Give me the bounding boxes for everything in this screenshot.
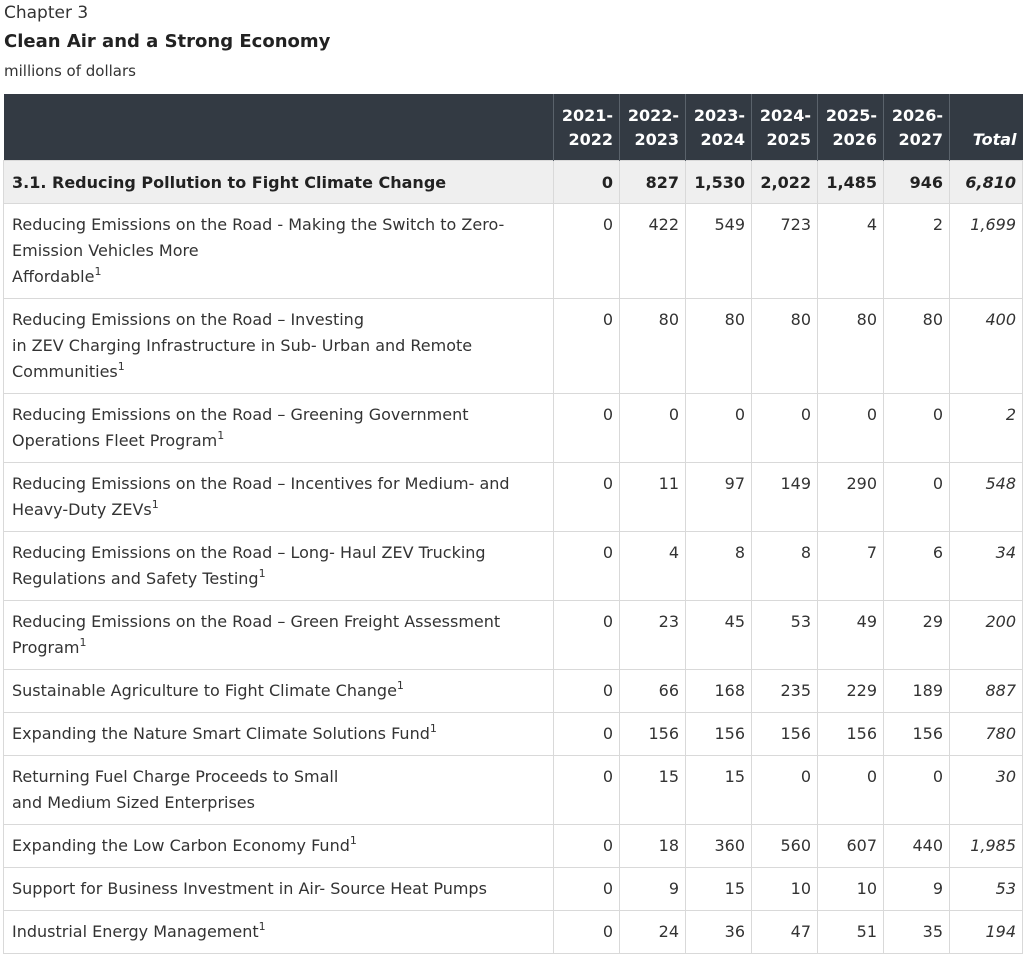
row-value: 66 bbox=[620, 670, 686, 713]
row-value: 23 bbox=[620, 601, 686, 670]
row-value: 15 bbox=[686, 756, 752, 825]
row-value: 0 bbox=[554, 601, 620, 670]
row-value: 15 bbox=[686, 868, 752, 911]
row-total: 194 bbox=[950, 911, 1023, 954]
section-value: 1,530 bbox=[686, 161, 752, 204]
table-row bbox=[4, 756, 1023, 825]
row-value: 0 bbox=[554, 394, 620, 463]
footnote-marker: 1 bbox=[349, 833, 357, 847]
row-value: 422 bbox=[620, 204, 686, 299]
row-value: 8 bbox=[686, 532, 752, 601]
row-value: 80 bbox=[620, 299, 686, 394]
description-line: Affordable bbox=[12, 267, 95, 286]
row-value: 0 bbox=[884, 394, 950, 463]
description-line: Reducing Emissions on the Road – Investing bbox=[12, 310, 364, 329]
row-total: 1,985 bbox=[950, 825, 1023, 868]
description-line: Program bbox=[12, 638, 80, 657]
header-year-part: 2023 bbox=[634, 130, 679, 149]
row-value: 4 bbox=[620, 532, 686, 601]
chapter-label: Chapter 3 bbox=[4, 3, 89, 23]
row-description bbox=[4, 299, 554, 394]
table-row bbox=[4, 463, 1023, 532]
footnote-marker: 1 bbox=[94, 264, 102, 278]
table-row bbox=[4, 532, 1023, 601]
row-value: 156 bbox=[620, 713, 686, 756]
footnote-marker: 1 bbox=[117, 359, 125, 373]
row-value: 0 bbox=[884, 756, 950, 825]
footnote-marker: 1 bbox=[258, 919, 266, 933]
row-value: 560 bbox=[752, 825, 818, 868]
header-year-part: 2021- bbox=[561, 106, 613, 125]
header-year-part: 2027 bbox=[898, 130, 943, 149]
row-value: 0 bbox=[554, 299, 620, 394]
row-value: 360 bbox=[686, 825, 752, 868]
footnote-marker: 1 bbox=[79, 635, 87, 649]
description-line: Expanding the Nature Smart Climate Solutions Fund bbox=[12, 724, 430, 743]
footnote-marker: 1 bbox=[429, 721, 437, 735]
row-value: 9 bbox=[884, 868, 950, 911]
row-value: 36 bbox=[686, 911, 752, 954]
table-row bbox=[4, 713, 1023, 756]
row-value: 156 bbox=[884, 713, 950, 756]
row-value: 0 bbox=[686, 394, 752, 463]
header-year-1 bbox=[554, 94, 620, 161]
row-value: 290 bbox=[818, 463, 884, 532]
row-value: 10 bbox=[818, 868, 884, 911]
header-total: Total bbox=[950, 94, 1023, 161]
row-value: 0 bbox=[554, 713, 620, 756]
header-year-part: 2024 bbox=[700, 130, 745, 149]
header-year-part: 2022 bbox=[568, 130, 613, 149]
description-line: Regulations and Safety Testing bbox=[12, 569, 259, 588]
section-row bbox=[4, 161, 1023, 204]
footnote-marker: 1 bbox=[258, 566, 266, 580]
row-description bbox=[4, 756, 554, 825]
row-value: 607 bbox=[818, 825, 884, 868]
section-value: 0 bbox=[554, 161, 620, 204]
header-year-part: 2026- bbox=[891, 106, 943, 125]
row-value: 97 bbox=[686, 463, 752, 532]
row-total: 200 bbox=[950, 601, 1023, 670]
row-description bbox=[4, 868, 554, 911]
footnote-marker: 1 bbox=[151, 497, 159, 511]
row-value: 51 bbox=[818, 911, 884, 954]
description-line: in ZEV Charging Infrastructure in Sub- Urban and Remote bbox=[12, 336, 473, 355]
row-value: 0 bbox=[554, 204, 620, 299]
row-description bbox=[4, 601, 554, 670]
row-value: 18 bbox=[620, 825, 686, 868]
header-year-4 bbox=[752, 94, 818, 161]
row-total: 30 bbox=[950, 756, 1023, 825]
row-value: 0 bbox=[818, 394, 884, 463]
table-row bbox=[4, 670, 1023, 713]
page-title: Clean Air and a Strong Economy bbox=[4, 31, 331, 52]
row-value: 0 bbox=[554, 670, 620, 713]
description-line: Emission Vehicles More bbox=[12, 241, 199, 260]
header-year-3 bbox=[686, 94, 752, 161]
row-value: 0 bbox=[818, 756, 884, 825]
table-body bbox=[4, 161, 1023, 954]
row-value: 29 bbox=[884, 601, 950, 670]
row-value: 0 bbox=[554, 868, 620, 911]
row-value: 47 bbox=[752, 911, 818, 954]
description-line: Expanding the Low Carbon Economy Fund bbox=[12, 836, 350, 855]
row-value: 0 bbox=[752, 756, 818, 825]
row-total: 34 bbox=[950, 532, 1023, 601]
footnote-marker: 1 bbox=[217, 428, 225, 442]
description-line: and Medium Sized Enterprises bbox=[12, 793, 255, 812]
description-line: Reducing Emissions on the Road – Incentives for Medium- and bbox=[12, 474, 510, 493]
section-label: 3.1. Reducing Pollution to Fight Climate Change bbox=[4, 161, 554, 204]
description-line: Communities bbox=[12, 362, 118, 381]
row-value: 0 bbox=[554, 911, 620, 954]
description-line: Reducing Emissions on the Road - Making the Switch to Zero- bbox=[12, 215, 505, 234]
description-line: Heavy-Duty ZEVs bbox=[12, 500, 152, 519]
row-value: 156 bbox=[686, 713, 752, 756]
table-row bbox=[4, 204, 1023, 299]
row-value: 4 bbox=[818, 204, 884, 299]
row-value: 11 bbox=[620, 463, 686, 532]
header-year-part: 2025 bbox=[766, 130, 811, 149]
row-value: 49 bbox=[818, 601, 884, 670]
section-value: 946 bbox=[884, 161, 950, 204]
header-year-part: 2022- bbox=[627, 106, 679, 125]
row-value: 156 bbox=[752, 713, 818, 756]
row-description bbox=[4, 911, 554, 954]
row-total: 1,699 bbox=[950, 204, 1023, 299]
row-value: 15 bbox=[620, 756, 686, 825]
row-value: 24 bbox=[620, 911, 686, 954]
description-line: Reducing Emissions on the Road – Green Freight Assessment bbox=[12, 612, 501, 631]
row-value: 189 bbox=[884, 670, 950, 713]
row-description bbox=[4, 825, 554, 868]
row-total: 2 bbox=[950, 394, 1023, 463]
row-value: 149 bbox=[752, 463, 818, 532]
description-line: Industrial Energy Management bbox=[12, 922, 259, 941]
row-total: 887 bbox=[950, 670, 1023, 713]
header-year-part: 2024- bbox=[759, 106, 811, 125]
row-value: 8 bbox=[752, 532, 818, 601]
header-year-part: 2026 bbox=[832, 130, 877, 149]
header-year-5 bbox=[818, 94, 884, 161]
row-total: 780 bbox=[950, 713, 1023, 756]
row-total: 53 bbox=[950, 868, 1023, 911]
row-value: 53 bbox=[752, 601, 818, 670]
row-value: 0 bbox=[752, 394, 818, 463]
row-value: 549 bbox=[686, 204, 752, 299]
section-total: 6,810 bbox=[950, 161, 1023, 204]
header-description bbox=[4, 94, 554, 161]
row-description bbox=[4, 532, 554, 601]
row-value: 80 bbox=[884, 299, 950, 394]
description-line: Sustainable Agriculture to Fight Climate Change bbox=[12, 681, 397, 700]
row-description bbox=[4, 670, 554, 713]
row-value: 0 bbox=[884, 463, 950, 532]
description-line: Support for Business Investment in Air- Source Heat Pumps bbox=[12, 879, 487, 898]
row-value: 0 bbox=[554, 825, 620, 868]
section-value: 2,022 bbox=[752, 161, 818, 204]
row-value: 80 bbox=[818, 299, 884, 394]
table-row bbox=[4, 601, 1023, 670]
header-year-6 bbox=[884, 94, 950, 161]
row-value: 723 bbox=[752, 204, 818, 299]
row-value: 80 bbox=[752, 299, 818, 394]
header-year-2 bbox=[620, 94, 686, 161]
row-value: 9 bbox=[620, 868, 686, 911]
row-value: 45 bbox=[686, 601, 752, 670]
row-description bbox=[4, 394, 554, 463]
description-line: Operations Fleet Program bbox=[12, 431, 218, 450]
footnote-marker: 1 bbox=[396, 678, 404, 692]
section-value: 827 bbox=[620, 161, 686, 204]
row-total: 400 bbox=[950, 299, 1023, 394]
row-value: 6 bbox=[884, 532, 950, 601]
table-row bbox=[4, 299, 1023, 394]
row-value: 235 bbox=[752, 670, 818, 713]
table-row bbox=[4, 911, 1023, 954]
description-line: Reducing Emissions on the Road – Long- Haul ZEV Trucking bbox=[12, 543, 486, 562]
row-value: 168 bbox=[686, 670, 752, 713]
table-row bbox=[4, 868, 1023, 911]
budget-table bbox=[3, 94, 1023, 954]
row-value: 80 bbox=[686, 299, 752, 394]
row-description bbox=[4, 204, 554, 299]
row-value: 440 bbox=[884, 825, 950, 868]
table-row bbox=[4, 394, 1023, 463]
row-description bbox=[4, 713, 554, 756]
header-year-part: 2025- bbox=[825, 106, 877, 125]
row-value: 35 bbox=[884, 911, 950, 954]
row-value: 0 bbox=[554, 532, 620, 601]
row-value: 156 bbox=[818, 713, 884, 756]
table-header-row bbox=[4, 94, 1023, 161]
units-caption: millions of dollars bbox=[4, 62, 136, 80]
row-description bbox=[4, 463, 554, 532]
row-value: 2 bbox=[884, 204, 950, 299]
row-value: 7 bbox=[818, 532, 884, 601]
header-year-part: 2023- bbox=[693, 106, 745, 125]
table-row bbox=[4, 825, 1023, 868]
row-value: 0 bbox=[554, 463, 620, 532]
section-value: 1,485 bbox=[818, 161, 884, 204]
description-line: Returning Fuel Charge Proceeds to Small bbox=[12, 767, 339, 786]
description-line: Reducing Emissions on the Road – Greening Government bbox=[12, 405, 469, 424]
row-total: 548 bbox=[950, 463, 1023, 532]
row-value: 0 bbox=[620, 394, 686, 463]
row-value: 229 bbox=[818, 670, 884, 713]
row-value: 10 bbox=[752, 868, 818, 911]
row-value: 0 bbox=[554, 756, 620, 825]
